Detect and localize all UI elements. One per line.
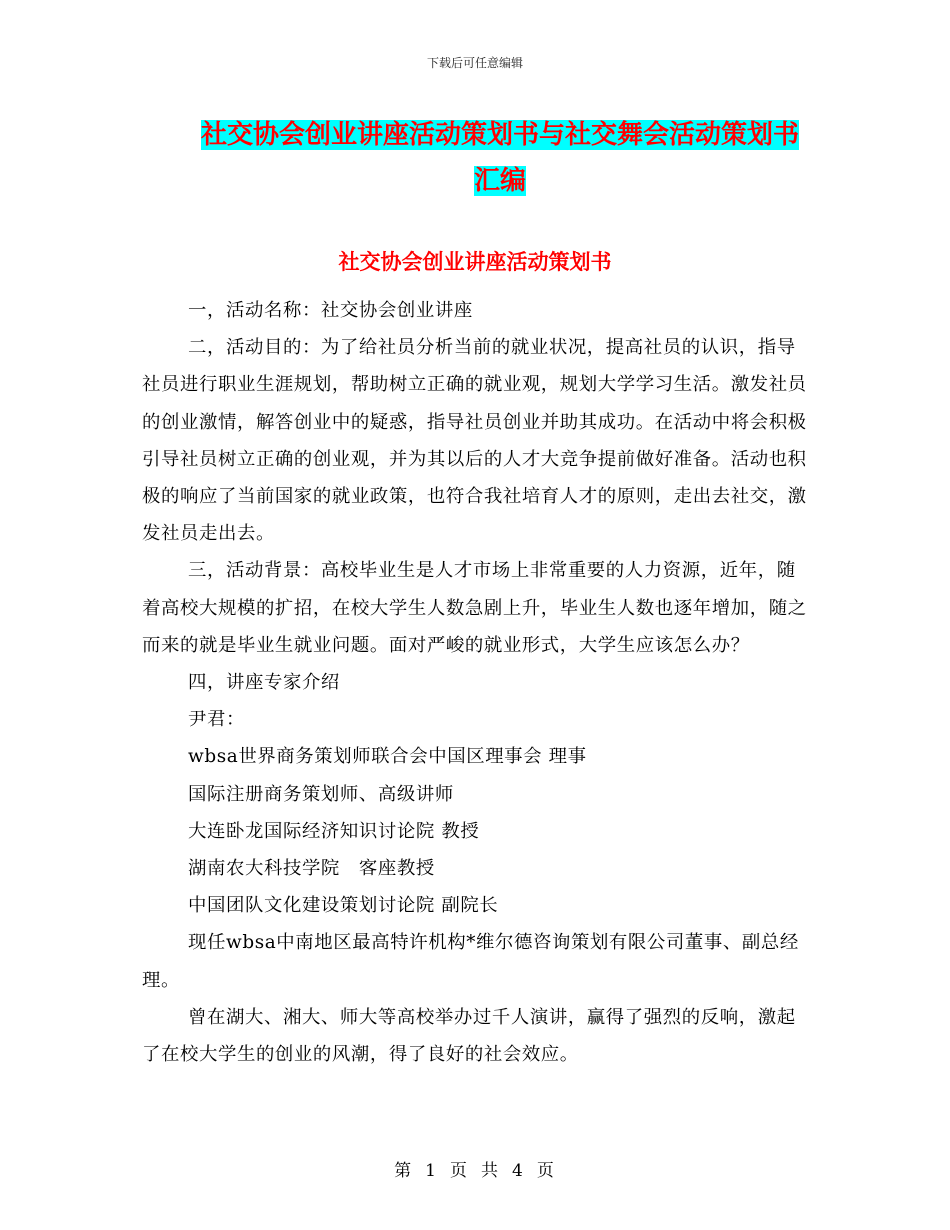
header-note: 下载后可任意编辑: [426, 56, 523, 70]
paragraph-expert-current-role: 现任wbsa中南地区最高特许机构*维尔德咨询策划有限公司董事、副总经理。: [142, 932, 799, 991]
paragraph-activity-name: 一，活动名称：社交协会创业讲座: [188, 300, 473, 321]
footer-total-label: 共: [481, 1161, 500, 1181]
paragraph-activity-background: 三，活动背景：高校毕业生是人才市场上非常重要的人力资源，近年，随着高校大规模的扩招，在校大学生人数急剧上升，毕业生人数也逐年增加，随之而来的就是毕业生就业问题。面对严峻的就业形式，大学生应该怎么办？: [142, 560, 807, 656]
footer-suffix: 页: [536, 1161, 556, 1181]
paragraph-expert-name: 尹君：: [188, 709, 245, 731]
paragraph-expert-heading: 四，讲座专家介绍: [188, 672, 340, 694]
paragraph-expert-title-5: 中国团队文化建设策划讨论院 副院长: [188, 895, 499, 917]
paragraph-activity-purpose: 二，活动目的：为了给社员分析当前的就业状况，提高社员的认识，指导社员进行职业生涯规划，帮助树立正确的就业观，规划大学学习生活。激发社员的创业激情，解答创业中的疑惑，指导社员创业并助其成功。在活动中将会积极引导社员树立正确的创业观，并为其以后的人才大竞争提前做好准备。活动也积极的响应了当前国家的就业政策，也符合我社培育人才的原则，走出去社交，激发社员走出去。: [142, 337, 807, 545]
footer-page-label: 页: [450, 1161, 469, 1181]
document-title-line1: 社交协会创业讲座活动策划书与社交舞会活动策划书: [200, 120, 799, 150]
paragraph-expert-title-1: wbsa世界商务策划师联合会中国区理事会 理事: [188, 746, 587, 768]
paragraph-expert-title-2: 国际注册商务策划师、高级讲师: [188, 783, 454, 805]
footer-total-pages: 4: [512, 1161, 525, 1181]
document-body: [142, 292, 810, 1073]
document-title: [150, 112, 850, 204]
paragraph-expert-title-3: 大连卧龙国际经济知识讨论院 教授: [188, 820, 480, 842]
footer-page-number: 1: [425, 1161, 438, 1181]
paragraph-expert-lectures: 曾在湖大、湘大、师大等高校举办过千人演讲，赢得了强烈的反响，激起了在校大学生的创业的风潮，得了良好的社会效应。: [142, 1006, 796, 1066]
footer-prefix: 第: [394, 1161, 414, 1181]
page-footer: [0, 1156, 950, 1181]
section-title: 社交协会创业讲座活动策划书: [338, 250, 612, 274]
paragraph-expert-title-4: 湖南农大科技学院 客座教授: [188, 858, 435, 880]
document-title-line2: 汇编: [473, 166, 526, 196]
